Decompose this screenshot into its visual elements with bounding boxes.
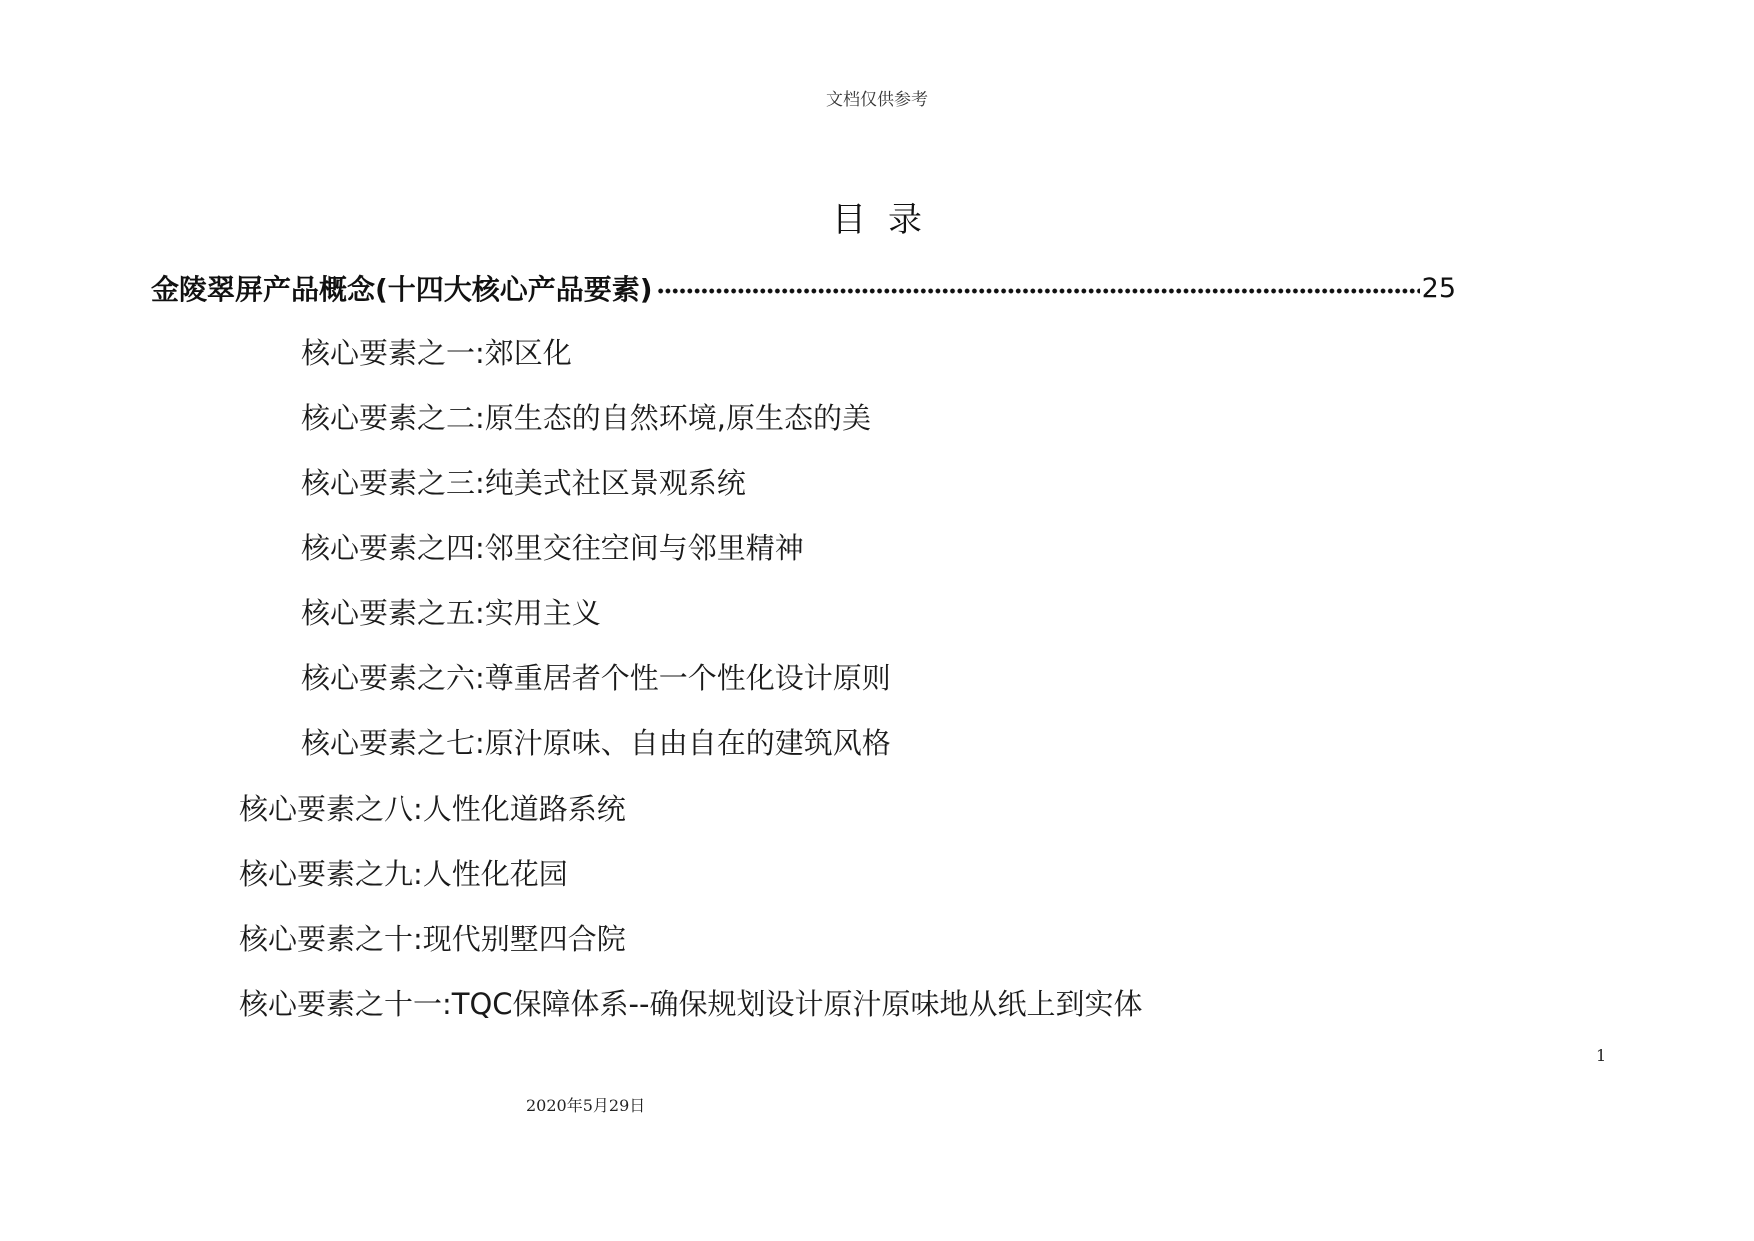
toc-item-10[interactable]: 核心要素之十:现代别墅四合院 — [239, 922, 626, 956]
toc-item-11[interactable]: 核心要素之十一:TQC保障体系--确保规划设计原汁原味地从纸上到实体 — [239, 987, 1143, 1021]
toc-item-1[interactable]: 核心要素之一:郊区化 — [301, 336, 572, 370]
toc-item-6[interactable]: 核心要素之六:尊重居者个性一个性化设计原则 — [301, 661, 891, 695]
footer-date: 2020年5月29日 — [526, 1096, 646, 1115]
toc-main-entry-text: 金陵翠屏产品概念(十四大核心产品要素) — [151, 273, 653, 306]
toc-item-7[interactable]: 核心要素之七:原汁原味、自由自在的建筑风格 — [301, 726, 891, 760]
toc-item-8[interactable]: 核心要素之八:人性化道路系统 — [239, 792, 626, 826]
header-note: 文档仅供参考 — [826, 90, 928, 110]
toc-main-entry[interactable] — [151, 268, 1456, 308]
toc-item-5[interactable]: 核心要素之五:实用主义 — [301, 596, 601, 630]
toc-item-3[interactable]: 核心要素之三:纯美式社区景观系统 — [301, 466, 746, 500]
toc-item-2[interactable]: 核心要素之二:原生态的自然环境,原生态的美 — [301, 401, 871, 435]
page-number: 1 — [1596, 1046, 1607, 1065]
toc-item-9[interactable]: 核心要素之九:人性化花园 — [239, 857, 568, 891]
toc-item-4[interactable]: 核心要素之四:邻里交往空间与邻里精神 — [301, 531, 804, 565]
toc-leader-dots — [657, 288, 1420, 294]
toc-main-entry-page: 25 — [1421, 272, 1456, 304]
toc-title: 目录 — [832, 200, 944, 240]
